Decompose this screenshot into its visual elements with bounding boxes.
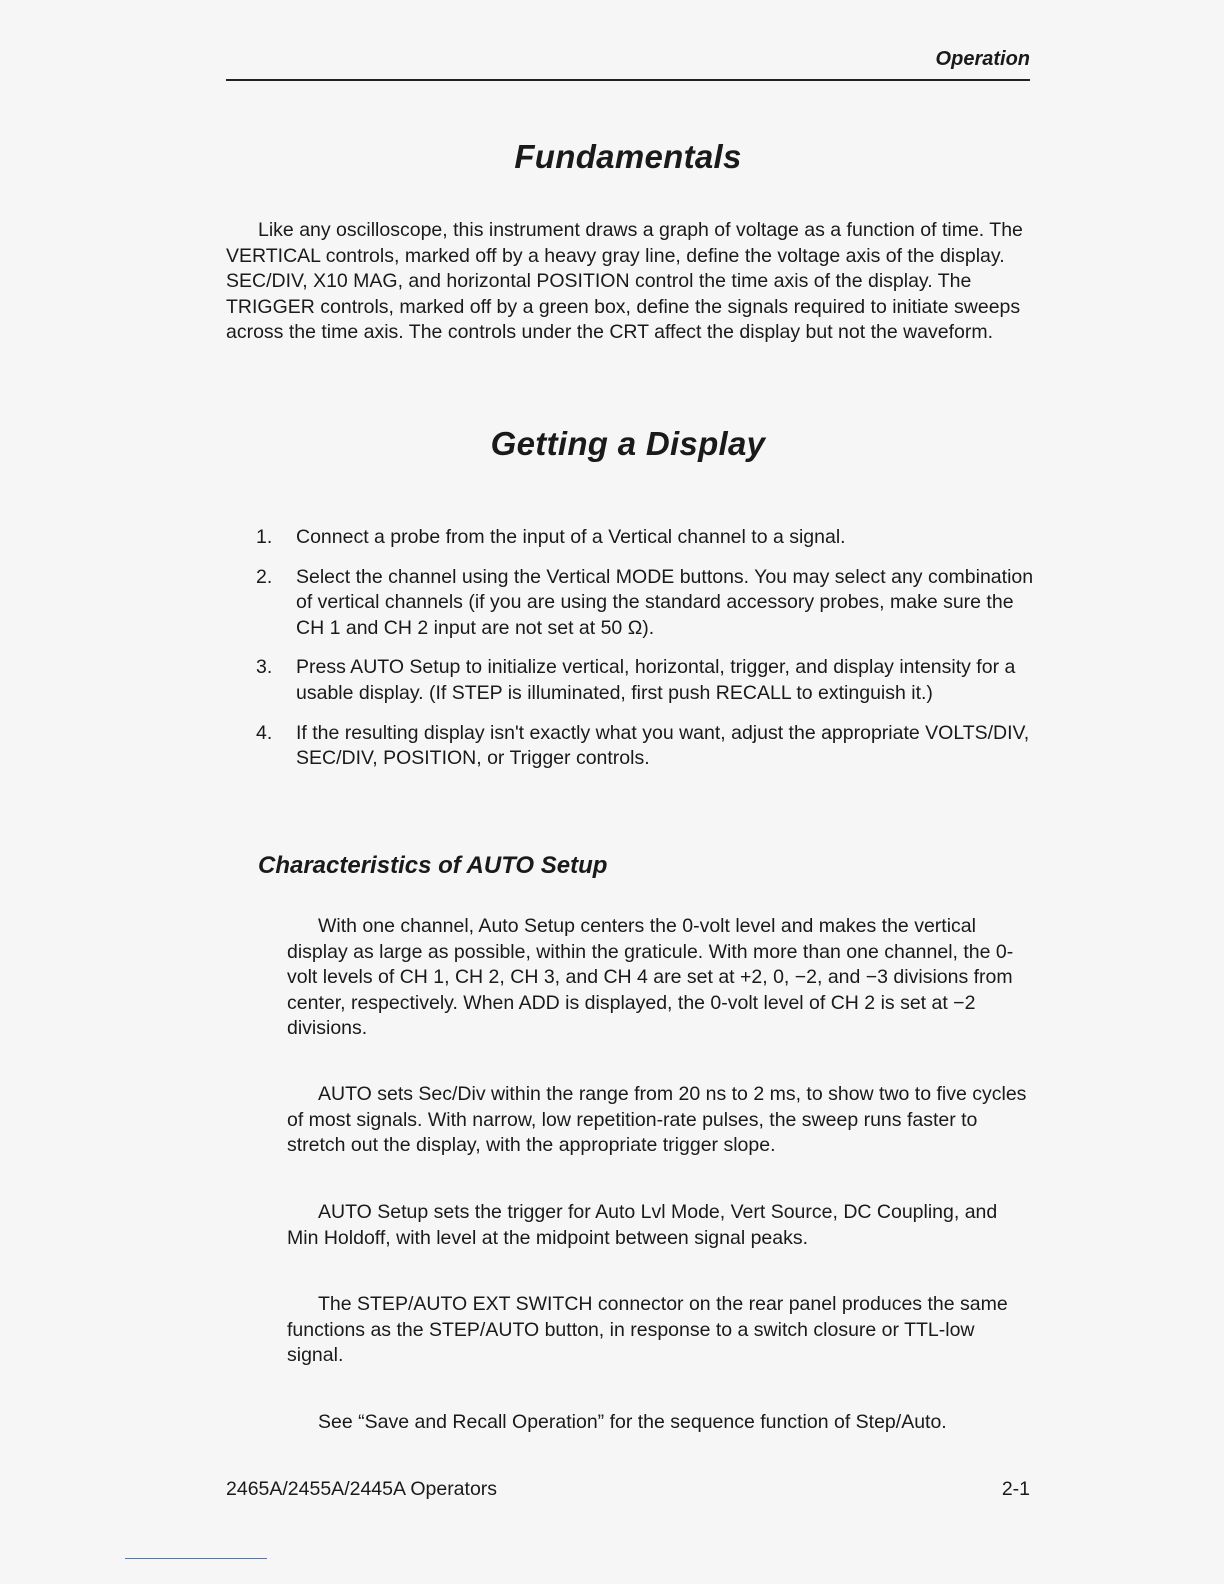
step-number: 1. bbox=[256, 526, 273, 548]
procedure-step bbox=[250, 721, 1040, 772]
auto-setup-paragraph: AUTO Setup sets the trigger for Auto Lvl Mode, Vert Source, DC Coupling, and Min Holdoff, with level at the midpoint between signal peaks. bbox=[287, 1201, 998, 1249]
step-number: 3. bbox=[256, 656, 273, 679]
footer-page-number: 2-1 bbox=[1001, 1478, 1030, 1500]
auto-setup-paragraph: The STEP/AUTO EXT SWITCH connector on the rear panel produces the same functions as the STEP/AUTO button, in response to a switch closure or TTL-low signal. bbox=[287, 1293, 1008, 1367]
section-title-getting-display: Getting a Display bbox=[490, 425, 766, 462]
auto-setup-paragraph: AUTO sets Sec/Div within the range from 20 ns to 2 ms, to show two to five cycles of most signals. With narrow, low repetition-rate pulses, the sweep runs faster to stretch out the display, with the appropriate trigger slope. bbox=[287, 1083, 1027, 1157]
step-number: 2. bbox=[256, 565, 273, 588]
step-text: Connect a probe from the input of a Vertical channel to a signal. bbox=[296, 526, 846, 548]
auto-setup-paragraph: See “Save and Recall Operation” for the sequence function of Step/Auto. bbox=[318, 1411, 947, 1433]
header-rule bbox=[226, 79, 1030, 81]
running-header: Operation bbox=[935, 48, 1030, 70]
fundamentals-paragraph: Like any oscilloscope, this instrument draws a graph of voltage as a function of time. The VERTICAL controls, marked off by a heavy gray line, define the voltage axis of the display. SEC/DIV, X10 MAG, and horizontal POSITION control the time axis of the display. The TRIGGER controls, marked off by a green box, define the signals required to initiate sweeps across the time axis. The controls under the CRT affect the display but not the waveform. bbox=[226, 219, 1023, 344]
procedure-step bbox=[250, 565, 1040, 642]
procedure-steps bbox=[250, 525, 1040, 786]
auto-setup-paragraph: With one channel, Auto Setup centers the 0-volt level and makes the vertical display as large as possible, within the graticule. With more than one channel, the 0-volt levels of CH 1, CH 2, CH 3, and CH 4 are set at +2, 0, −2, and −3 divisions from center, respectively. When ADD is displayed, the 0-volt level of CH 2 is set at −2 divisions. bbox=[287, 915, 1014, 1040]
step-text: Select the channel using the Vertical MODE buttons. You may select any combination of vertical channels (if you are using the standard accessory probes, make sure the CH 1 and CH 2 input are not set at 50 Ω). bbox=[296, 565, 1034, 639]
footer-manual-title: 2465A/2455A/2445A Operators bbox=[226, 1478, 498, 1500]
procedure-step bbox=[250, 655, 1040, 706]
procedure-step bbox=[250, 525, 1040, 551]
step-number: 4. bbox=[256, 721, 273, 744]
scan-artifact-line bbox=[125, 1558, 267, 1559]
section-title-fundamentals: Fundamentals bbox=[514, 138, 742, 175]
step-text: If the resulting display isn't exactly what you want, adjust the appropriate VOLTS/DIV, SEC/DIV, POSITION, or Trigger controls. bbox=[296, 721, 1030, 770]
step-text: Press AUTO Setup to initialize vertical, horizontal, trigger, and display intensity for a usable display. (If STEP is illuminated, first push RECALL to extinguish it.) bbox=[296, 656, 1016, 704]
subsection-title-auto-setup: Characteristics of AUTO Setup bbox=[258, 852, 608, 879]
